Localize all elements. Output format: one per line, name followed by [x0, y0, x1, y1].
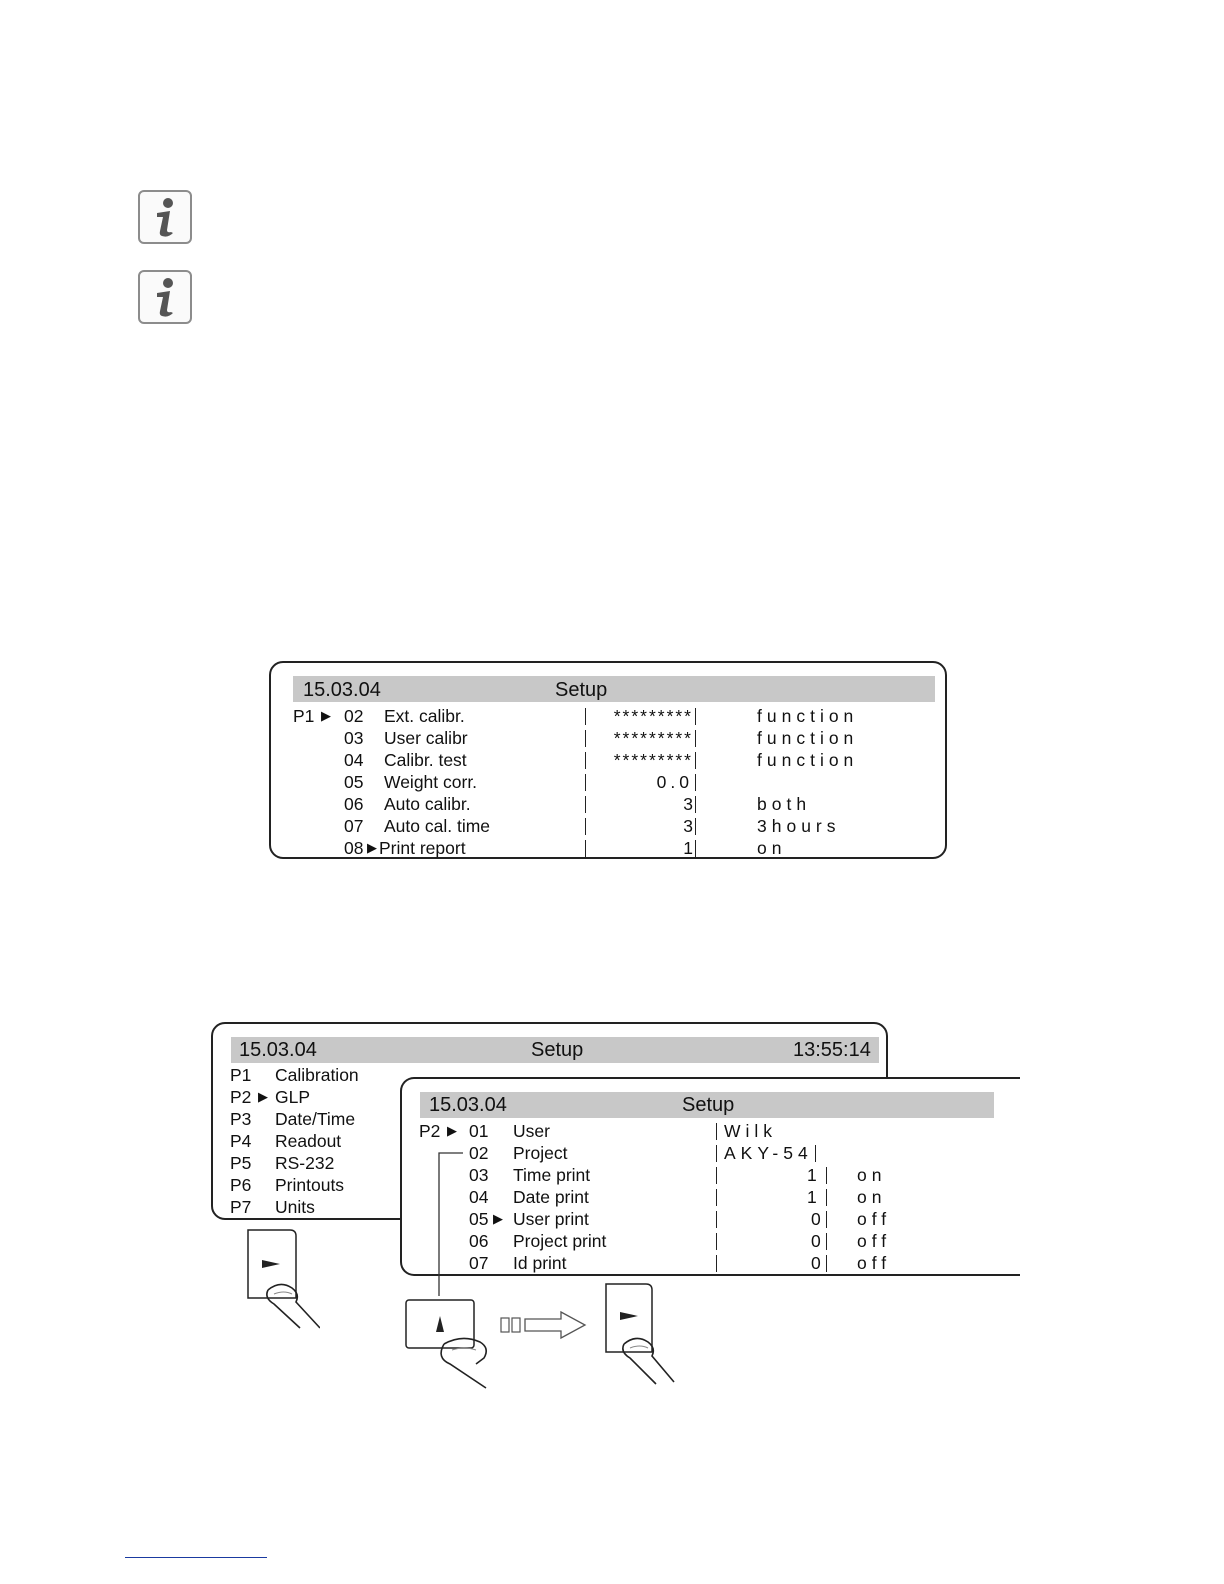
setting-row[interactable] [402, 1120, 1002, 1142]
row-value: ********* [613, 728, 693, 748]
row-code: 03 [344, 728, 364, 748]
row-value: 3 [683, 816, 693, 836]
menu-code: P1 [230, 1065, 252, 1085]
row-value: 3 [683, 794, 693, 814]
right-arrow-key[interactable] [240, 1228, 320, 1333]
menu-label: Calibration [275, 1065, 359, 1085]
row-state: on [757, 838, 787, 858]
glp-setup-screen [400, 1077, 1020, 1276]
row-state: on [857, 1187, 887, 1207]
row-code: 02 [469, 1143, 489, 1163]
row-value: ********* [613, 750, 693, 770]
row-code: 05 [344, 772, 364, 792]
group-label: P1 [293, 706, 315, 726]
menu-item[interactable] [213, 1108, 393, 1130]
row-value: Wilk [724, 1121, 778, 1141]
menu-label: Date/Time [275, 1109, 356, 1129]
menu-label: GLP [275, 1087, 311, 1107]
row-code: 08 [344, 838, 364, 858]
selection-marker-icon: ▶ [321, 708, 331, 723]
row-label: Project print [513, 1231, 607, 1251]
row-label: Project [513, 1143, 568, 1163]
menu-code: P3 [230, 1109, 252, 1129]
row-value: ********* [613, 706, 693, 726]
row-label: Print report [379, 838, 466, 858]
screen-title: Setup [555, 679, 608, 701]
selection-marker-icon: ▶ [493, 1211, 503, 1226]
row-label: Auto cal. time [384, 816, 491, 836]
row-label: Id print [513, 1253, 567, 1273]
row-value: 1 [683, 838, 693, 858]
row-state: function [757, 728, 859, 748]
row-label: Time print [513, 1165, 591, 1185]
submenu-marker-icon: ▶ [367, 840, 377, 855]
setting-row[interactable] [402, 1186, 1002, 1208]
screen-title: Setup [682, 1094, 735, 1116]
menu-item[interactable] [213, 1174, 393, 1196]
menu-item[interactable] [213, 1152, 393, 1174]
calibration-setup-screen [269, 661, 947, 859]
setting-row[interactable] [402, 1142, 1002, 1164]
row-code: 04 [469, 1187, 489, 1207]
footer-rule [125, 1557, 267, 1558]
row-state: off [857, 1231, 892, 1251]
row-code: 07 [344, 816, 364, 836]
row-label: Calibr. test [384, 750, 467, 770]
menu-item[interactable] [213, 1064, 393, 1086]
setting-row[interactable] [271, 705, 947, 727]
setting-row[interactable] [402, 1252, 1002, 1274]
setting-row[interactable] [271, 727, 947, 749]
info-icon [138, 190, 192, 244]
setting-row[interactable] [271, 749, 947, 771]
row-state: on [857, 1165, 887, 1185]
menu-item[interactable] [213, 1086, 393, 1108]
row-state: off [857, 1253, 892, 1273]
right-arrow-key[interactable] [598, 1282, 678, 1387]
row-label: Auto calibr. [384, 794, 471, 814]
title-bar [293, 676, 935, 702]
row-value: 0 [811, 1253, 821, 1273]
row-code: 04 [344, 750, 364, 770]
row-code: 05 [469, 1209, 489, 1229]
menu-code: P7 [230, 1197, 252, 1217]
row-label: Date print [513, 1187, 589, 1207]
row-label: User [513, 1121, 550, 1141]
row-value: 0.0 [656, 772, 693, 792]
setting-row[interactable] [402, 1208, 1002, 1230]
menu-label: RS-232 [275, 1153, 335, 1173]
menu-code: P5 [230, 1153, 252, 1173]
setting-row[interactable] [271, 771, 947, 793]
menu-code: P4 [230, 1131, 252, 1151]
menu-label: Printouts [275, 1175, 345, 1195]
row-label: Weight corr. [384, 772, 478, 792]
row-value: AKY-54 [724, 1143, 813, 1163]
selection-marker-icon: ▶ [258, 1089, 268, 1104]
screen-date: 15.03.04 [303, 679, 381, 701]
row-code: 06 [344, 794, 364, 814]
screen-time: 13:55:14 [793, 1039, 871, 1061]
up-arrow-key[interactable] [404, 1298, 500, 1390]
row-state: off [857, 1209, 892, 1229]
row-state: 3hours [757, 816, 841, 836]
row-value: 1 [807, 1187, 817, 1207]
selection-marker-icon: ▶ [447, 1123, 457, 1138]
row-state: function [757, 750, 859, 770]
menu-label: Units [275, 1197, 315, 1217]
row-code: 06 [469, 1231, 489, 1251]
setting-row[interactable] [402, 1164, 1002, 1186]
info-icon [138, 270, 192, 324]
connector-line [430, 1140, 470, 1300]
menu-item[interactable] [213, 1130, 393, 1152]
row-label: User print [513, 1209, 589, 1229]
row-value: 1 [807, 1165, 817, 1185]
menu-item[interactable] [213, 1196, 393, 1218]
setting-row[interactable] [402, 1230, 1002, 1252]
screen-date: 15.03.04 [429, 1094, 507, 1116]
group-label: P2 [419, 1121, 441, 1141]
screen-date: 15.03.04 [239, 1039, 317, 1061]
row-code: 03 [469, 1165, 489, 1185]
setting-row[interactable] [271, 815, 947, 837]
row-code: 02 [344, 706, 364, 726]
row-label: User calibr [384, 728, 468, 748]
row-value: 0 [811, 1231, 821, 1251]
menu-code: P2 [230, 1087, 252, 1107]
setting-row[interactable] [271, 837, 947, 859]
row-code: 07 [469, 1253, 489, 1273]
row-state: both [757, 794, 812, 814]
menu-label: Readout [275, 1131, 342, 1151]
row-state: function [757, 706, 859, 726]
row-value: 0 [811, 1209, 821, 1229]
menu-code: P6 [230, 1175, 252, 1195]
row-label: Ext. calibr. [384, 706, 465, 726]
row-code: 01 [469, 1121, 489, 1141]
setting-row[interactable] [271, 793, 947, 815]
screen-title: Setup [531, 1039, 584, 1061]
double-arrow-icon [499, 1310, 589, 1342]
